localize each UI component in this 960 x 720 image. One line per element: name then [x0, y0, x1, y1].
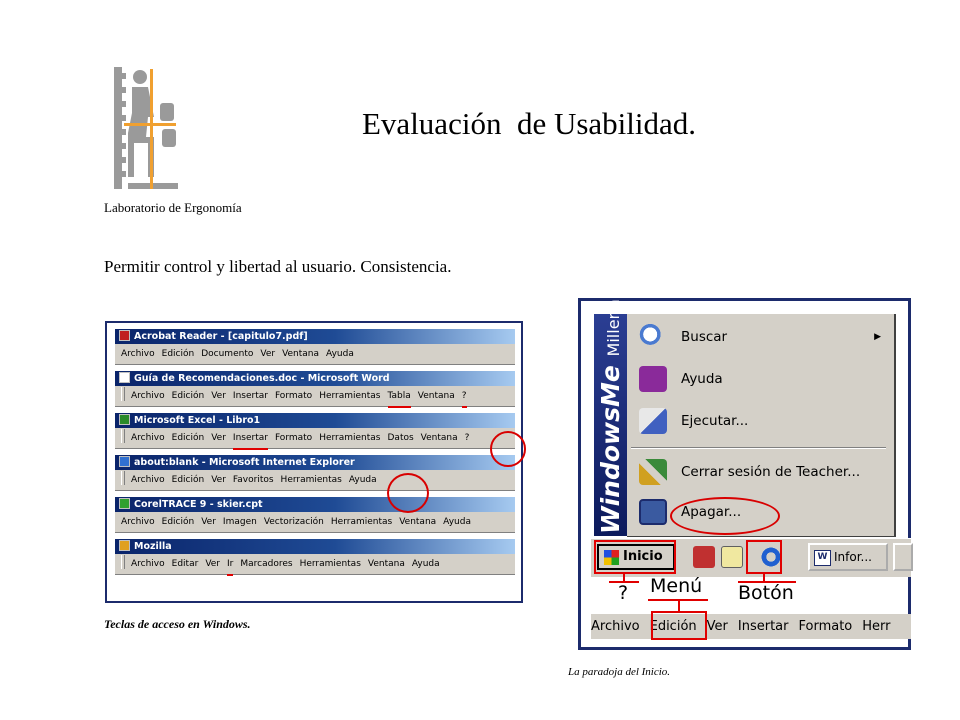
- highlight-circle-excel-help: [490, 431, 526, 467]
- menu-item[interactable]: Ver: [201, 517, 216, 527]
- access-keys-figure: [105, 321, 523, 603]
- excel-window: [115, 413, 515, 449]
- lab-name: Laboratorio de Ergonomía: [104, 200, 242, 215]
- me-brand-text: Me: [596, 365, 625, 407]
- menu-item[interactable]: Archivo: [131, 559, 165, 569]
- window-title: about:blank - Microsoft Internet Explorer: [134, 457, 355, 468]
- menu-item[interactable]: Edición: [171, 475, 205, 485]
- menu-item[interactable]: Ver: [211, 391, 226, 401]
- start-menu-item-help[interactable]: [627, 359, 887, 399]
- menu-item-label: Buscar: [681, 329, 728, 345]
- window-titlebar: [115, 413, 515, 428]
- menu-item[interactable]: Imagen: [222, 517, 257, 527]
- highlight-box-start: [594, 540, 676, 574]
- search-icon: [639, 324, 667, 350]
- menu-item[interactable]: Archivo: [131, 391, 165, 401]
- menu-item-label: Apagar...: [681, 504, 742, 520]
- windows-brand-text: Windows: [596, 407, 625, 534]
- toolbar-grip: [121, 471, 125, 485]
- menu-item[interactable]: Edición: [171, 391, 205, 401]
- menu-item[interactable]: Ventana: [420, 433, 458, 443]
- toolbar-grip: [121, 429, 125, 443]
- quicklaunch-icon[interactable]: [693, 546, 715, 568]
- window-title: Guía de Recomendaciones.doc - Microsoft Word: [134, 373, 390, 384]
- menu-item[interactable]: Herramientas: [319, 433, 381, 443]
- menu-item[interactable]: Herramientas: [280, 475, 342, 485]
- help-book-icon: [639, 366, 667, 392]
- menu-item[interactable]: Herramientas: [299, 559, 361, 569]
- highlight-circle-ie-help: [387, 473, 429, 513]
- menu-bar: [115, 428, 515, 449]
- highlight-box-ie: [746, 540, 782, 574]
- toolbar-grip: [121, 387, 125, 401]
- menu-item[interactable]: Edición: [171, 433, 205, 443]
- menu-item[interactable]: Insertar: [737, 619, 789, 634]
- menu-item[interactable]: Documento: [201, 349, 254, 359]
- start-menu-item-search[interactable]: [627, 317, 887, 357]
- window-titlebar: [115, 371, 515, 386]
- menu-item-highlighted[interactable]: Insertar: [233, 428, 268, 450]
- menu-bar: [115, 386, 515, 407]
- menu-item[interactable]: Formato: [798, 619, 853, 634]
- menu-item[interactable]: Herr: [862, 619, 891, 634]
- menu-item[interactable]: Ayuda: [326, 349, 354, 359]
- menu-item[interactable]: Formato: [274, 433, 313, 443]
- menu-item[interactable]: Archivo: [121, 349, 155, 359]
- menu-item[interactable]: Favoritos: [232, 475, 274, 485]
- annotation-question: ?: [618, 582, 629, 604]
- menu-item[interactable]: Archivo: [121, 517, 155, 527]
- logoff-key-icon: [639, 459, 667, 485]
- menu-item[interactable]: Ayuda: [443, 517, 471, 527]
- menu-item[interactable]: Marcadores: [240, 559, 293, 569]
- window-titlebar: [115, 329, 515, 344]
- menu-item[interactable]: Ver: [205, 559, 221, 569]
- menu-bar: [115, 512, 515, 533]
- menu-item[interactable]: Edición: [161, 517, 195, 527]
- menu-item[interactable]: Formato: [274, 391, 313, 401]
- menu-item[interactable]: Archivo: [591, 619, 640, 634]
- window-title: Microsoft Excel - Libro1: [134, 415, 261, 426]
- menu-item-help-highlighted[interactable]: ?: [462, 386, 467, 408]
- menu-item[interactable]: Datos: [387, 433, 414, 443]
- mozilla-window: [115, 539, 515, 575]
- menu-item-label: Ejecutar...: [681, 413, 749, 429]
- word-doc-icon: W: [814, 550, 831, 566]
- menu-item[interactable]: Ventana: [417, 391, 455, 401]
- menu-item[interactable]: Archivo: [131, 433, 165, 443]
- menu-item[interactable]: Herramientas: [330, 517, 393, 527]
- menu-item-label: Cerrar sesión de Teacher...: [681, 464, 861, 480]
- run-icon: [639, 408, 667, 434]
- menu-item[interactable]: Insertar: [232, 391, 268, 401]
- window-title: CorelTRACE 9 - skier.cpt: [134, 499, 263, 510]
- mozilla-icon: [119, 540, 130, 551]
- ie-icon: [119, 456, 130, 467]
- shutdown-icon: [639, 499, 667, 525]
- quicklaunch-edit-icon[interactable]: [721, 546, 743, 568]
- menu-item[interactable]: Ventana: [367, 559, 405, 569]
- start-paradox-figure: [578, 269, 911, 650]
- menu-item[interactable]: Ver: [706, 619, 728, 634]
- ie-window: [115, 455, 515, 491]
- menu-item[interactable]: Editar: [171, 559, 199, 569]
- ergonomics-lab-logo: [110, 63, 178, 193]
- menu-item[interactable]: Herramientas: [319, 391, 381, 401]
- coreltrace-window: [115, 497, 515, 533]
- menu-item-help[interactable]: Ayuda: [348, 475, 377, 485]
- start-button-label: Inicio: [623, 549, 663, 564]
- figure-caption-access-keys: Teclas de acceso en Windows.: [104, 617, 251, 631]
- excel-icon: [119, 414, 130, 425]
- acrobat-icon: [119, 330, 130, 341]
- menu-item[interactable]: Archivo: [131, 475, 165, 485]
- menu-item[interactable]: Vectorización: [263, 517, 324, 527]
- millennium-text: Millennium: [604, 269, 623, 357]
- toolbar-grip: [121, 555, 125, 569]
- submenu-arrow-icon: ▶: [874, 332, 881, 342]
- highlight-box-edicion: [651, 611, 707, 640]
- window-titlebar: [115, 539, 515, 554]
- menu-item[interactable]: Ver: [260, 349, 276, 359]
- acrobat-window: [115, 329, 515, 365]
- start-menu-sidebar: [594, 269, 627, 536]
- menu-item[interactable]: Edición: [161, 349, 195, 359]
- menu-bar: [115, 554, 515, 575]
- menu-item-highlighted[interactable]: Ir: [227, 554, 233, 576]
- window-title: Mozilla: [134, 541, 172, 552]
- taskbar-window-label: Infor...: [834, 550, 872, 564]
- menu-item[interactable]: Ver: [211, 433, 226, 443]
- annotation-menu: Menú: [650, 575, 703, 597]
- menu-item-label: Ayuda: [681, 371, 723, 387]
- figure-caption-start-paradox: La paradoja del Inicio.: [568, 666, 671, 678]
- window-titlebar: [115, 497, 515, 512]
- connector-menu: [678, 599, 680, 611]
- taskbar-window-button-partial[interactable]: [893, 543, 913, 571]
- menu-item-highlighted[interactable]: Tabla: [388, 386, 411, 408]
- menu-item[interactable]: Edición: [649, 619, 697, 634]
- menu-item[interactable]: Ventana: [399, 517, 437, 527]
- annotation-button: Botón: [738, 582, 794, 604]
- example-menu-bar: [591, 614, 911, 639]
- start-menu-item-logoff[interactable]: [627, 452, 887, 492]
- window-titlebar: [115, 455, 515, 470]
- menu-item[interactable]: Ventana: [282, 349, 320, 359]
- menu-bar: [115, 344, 515, 365]
- page-subtitle: Permitir control y libertad al usuario. Consistencia.: [104, 257, 452, 276]
- menu-item-help[interactable]: ?: [464, 433, 470, 443]
- menu-bar: [115, 470, 515, 491]
- start-menu-item-run[interactable]: [627, 401, 887, 441]
- menu-item[interactable]: Ayuda: [411, 559, 440, 569]
- window-title: Acrobat Reader - [capitulo7.pdf]: [134, 331, 308, 342]
- windows-me-brand: [596, 269, 629, 534]
- menu-separator: [631, 447, 886, 449]
- corel-icon: [119, 498, 130, 509]
- taskbar-window-button[interactable]: [808, 543, 888, 571]
- word-icon: [119, 372, 130, 383]
- word-window: [115, 371, 515, 407]
- highlight-circle-shutdown: [670, 497, 780, 535]
- page-title: Evaluación de Usabilidad.: [362, 106, 697, 141]
- menu-item[interactable]: Ver: [211, 475, 226, 485]
